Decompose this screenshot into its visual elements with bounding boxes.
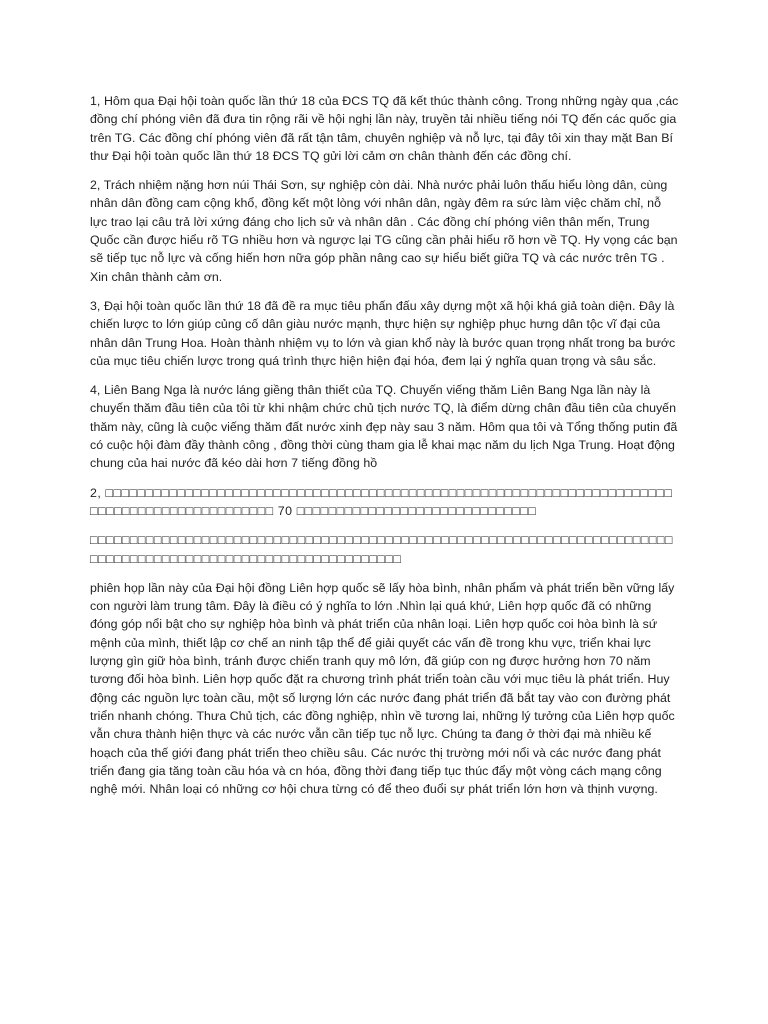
paragraph-2: 2, Trách nhiệm nặng hơn núi Thái Sơn, sự nghiệp còn dài. Nhà nước phải luôn thấu hiểu lòng dân, cùng nhân dân đồng cam cộng khổ, đồng kết một lòng với nhân dân, ngày đêm ra sức làm việc chăm chỉ, nỗ lực trao lại câu trả lời xứng đáng cho lịch sử và nhân dân . Các đồng chí phóng viên thân mến, Trung Quốc cần được hiểu rõ TG nhiều hơn và ngược lại TG cũng cần phải hiểu rõ hơn về TQ. Hy vọng các bạn sẽ tiếp tục nỗ lực và cống hiến hơn nữa góp phần nâng cao sự hiểu biết giữa TQ và các nước trên TG . Xin chân thành cảm ơn. bbox=[90, 178, 678, 284]
paragraph-4: 4, Liên Bang Nga là nước láng giềng thân thiết của TQ. Chuyến viếng thăm Liên Bang Nga lần này là chuyến thăm đầu tiên của tôi từ khi nhậm chức chủ tịch nước TQ, là điểm dừng chân đầu tiên của chuyến thăm này, cũng là cuộc viếng thăm đất nước xinh đẹp này sau 3 năm. Hôm qua tôi và Tổng thống putin đã có cuộc hội đàm đầy thành công , đồng thời cùng tham gia lễ khai mạc năm du lịch Nga Trung. Hoạt động chung của hai nước đã kéo dài hơn 7 tiếng đồng hồ bbox=[90, 383, 678, 471]
paragraph-1: 1, Hôm qua Đại hội toàn quốc lần thứ 18 của ĐCS TQ đã kết thúc thành công. Trong những ngày qua ,các đồng chí phóng viên đã đưa tin rộng rãi về hội nghị lần này, truyền tải nhiều tiếng nói TQ đến các quốc gia trên TG. Các đồng chí phóng viên đã rất tận tâm, chuyên nghiệp và nỗ lực, tại đây tôi xin thay mặt Ban Bí thư Đại hội toàn quốc lần thứ 18 ĐCS TQ gửi lời cảm ơn chân thành đến các đồng chí. bbox=[90, 94, 679, 163]
paragraph-6-missing-glyphs: □□□□□□□□□□□□□□□□□□□□□□□□□□□□□□□□□□□□□□□□□□□□□□□□□□□□□□□□□□□□□□□□□□□□□□□□□□□□□□□□□□□□□□□□□□□□□□□□□□□□□□□□□□□□□□□□ bbox=[90, 533, 673, 566]
paragraph-5-missing-glyphs: 2, □□□□□□□□□□□□□□□□□□□□□□□□□□□□□□□□□□□□□□□□□□□□□□□□□□□□□□□□□□□□□□□□□□□□□□□□□□□□□□□□□□□□□□□□□□□□□□ 70 □□□□□□□□□□□□□□□□□□□□□□□□□□□□□□ bbox=[90, 485, 673, 518]
document-body bbox=[90, 92, 680, 809]
paragraph-7: phiên họp lần này của Đại hội đồng Liên hợp quốc sẽ lấy hòa bình, nhân phẩm và phát triển bền vững lấy con người làm trung tâm. Đây là điều có ý nghĩa to lớn .Nhìn lại quá khứ, Liên hợp quốc đã có những đóng góp nổi bật cho sự nghiệp hòa bình và phát triển của nhân loại. Liên hợp quốc coi hòa bình là sứ mệnh của mình, thiết lập cơ chế an ninh tập thể để giải quyết các vấn đề trong khu vực, triển khai lực lượng gìn giữ hòa bình, tránh được chiến tranh quy mô lớn, đã giúp con ng được hưởng hơn 70 năm tương đối hòa bình. Liên hợp quốc đặt ra chương trình phát triển toàn cầu với mục tiêu là phát triển. Huy động các nguồn lực toàn cầu, một số lượng lớn các nước đang phát triển đã bắt tay vào con đường phát triển nhanh chóng. Thưa Chủ tịch, các đồng nghiệp, nhìn về tương lai, những lý tưởng của Liên hợp quốc vẫn chưa thành hiện thực và các nước vẫn cần tiếp tục nỗ lực. Chúng ta đang ở thời đại mà nhiều kế hoạch của thế giới đang phát triển theo chiều sâu. Các nước thị trường mới nổi và các nước đang phát triển đang gia tăng toàn cầu hóa và cn hóa, đồng thời đang tiếp tục thúc đẩy một vòng cách mạng công nghệ mới. Nhân loại có những cơ hội chưa từng có để theo đuổi sự phát triển lớn hơn và thịnh vượng. bbox=[90, 580, 675, 797]
paragraph-3: 3, Đại hội toàn quốc lần thứ 18 đã đề ra mục tiêu phấn đấu xây dựng một xã hội khá giả toàn diện. Đây là chiến lược to lớn giúp củng cố dân giàu nước mạnh, thực hiện sự nghiệp phục hưng dân tộc vĩ đại của nhân dân Trung Hoa. Hoàn thành nhiệm vụ to lớn và gian khổ này là bước quan trọng nhất trong ba bước của mục tiêu chiến lược trong quá trình thực hiện hiện đại hóa, đem lại ý nghĩa quan trọng và sâu sắc. bbox=[90, 298, 676, 368]
